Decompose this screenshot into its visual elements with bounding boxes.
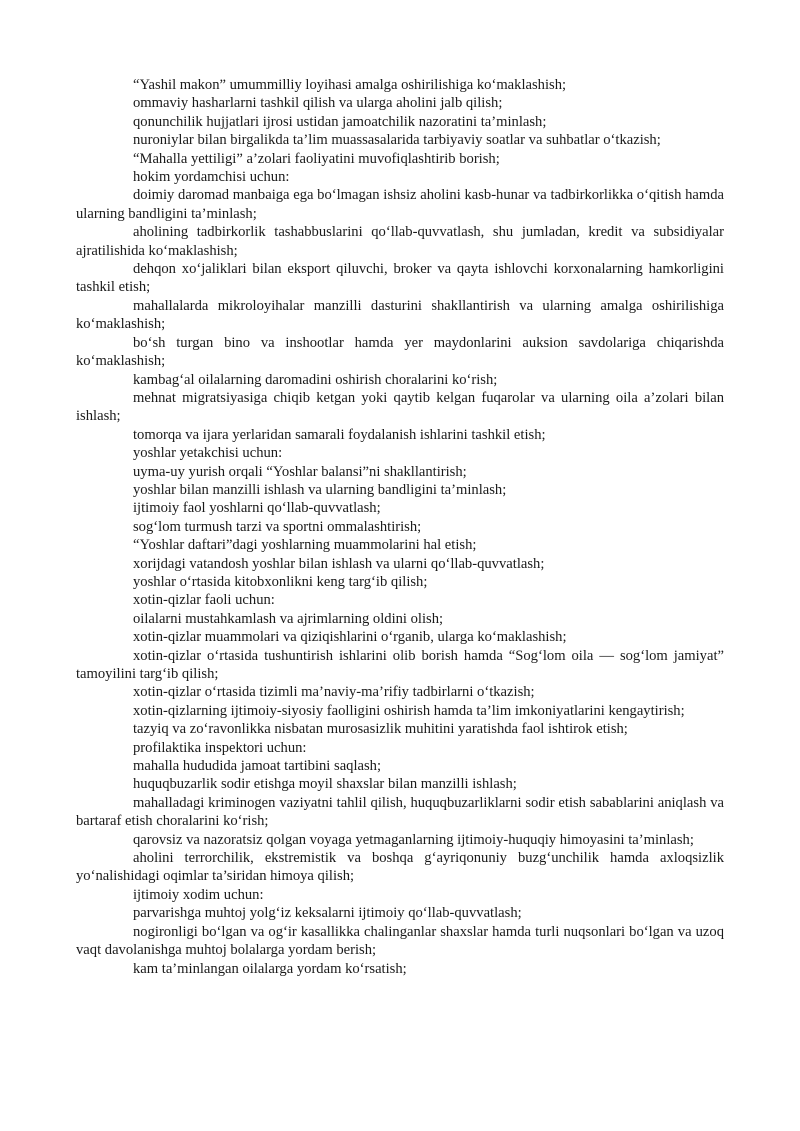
section-heading: hokim yordamchisi uchun: <box>133 169 290 186</box>
document-body <box>76 76 724 978</box>
paragraph: huquqbuzarlik sodir etishga moyil shaxslar bilan manzilli ishlash; <box>133 776 517 793</box>
paragraph: xorijdagi vatandosh yoshlar bilan ishlash va ularni qo‘llab-quvvatlash; <box>133 555 545 572</box>
paragraph: ijtimoiy faol yoshlarni qo‘llab-quvvatlash; <box>133 500 381 517</box>
section-heading: ijtimoiy xodim uchun: <box>133 886 264 903</box>
paragraph: mahallalarda mikroloyihalar manzilli dasturini shakllantirish va ularning amalga oshirilishiga ko‘maklashish; <box>76 297 724 333</box>
paragraph: parvarishga muhtoj yolg‘iz keksalarni ijtimoiy qo‘llab-quvvatlash; <box>133 905 522 922</box>
paragraph: doimiy daromad manbaiga ega bo‘lmagan ishsiz aholini kasb-hunar va tadbirkorlikka o‘qitish hamda ularning bandligini ta’minlash; <box>76 187 724 222</box>
paragraph: mehnat migratsiyasiga chiqib ketgan yoki qaytib kelgan fuqarolar va ularning oila a’zolari bilan ishlash; <box>76 389 724 425</box>
paragraph: tomorqa va ijara yerlaridan samarali foydalanish ishlarini tashkil etish; <box>133 426 546 443</box>
paragraph: oilalarni mustahkamlash va ajrimlarning oldini olish; <box>133 610 444 627</box>
paragraph: tazyiq va zo‘ravonlikka nisbatan murosasizlik muhitini yaratishda faol ishtirok etish; <box>133 721 628 738</box>
paragraph: mahalladagi kriminogen vaziyatni tahlil qilish, huquqbuzarliklarni sodir etish sabablarini aniqlash va bartaraf etish choralarini ko‘rish; <box>76 794 724 830</box>
paragraph: xotin-qizlarning ijtimoiy-siyosiy faolligini oshirish hamda ta’lim imkoniyatlarini kengaytirish; <box>133 702 685 719</box>
paragraph: uyma-uy yurish orqali “Yoshlar balansi”ni shakllantirish; <box>133 463 467 480</box>
paragraph: qonunchilik hujjatlari ijrosi ustidan jamoatchilik nazoratini ta’minlash; <box>133 113 547 130</box>
paragraph: “Yashil makon” umummilliy loyihasi amalga oshirilishiga ko‘maklashish; <box>133 77 567 93</box>
paragraph: qarovsiz va nazoratsiz qolgan voyaga yetmaganlarning ijtimoiy-huquqiy himoyasini ta’minlash; <box>133 831 694 848</box>
section-heading: profilaktika inspektori uchun: <box>133 739 307 756</box>
paragraph: kam ta’minlangan oilalarga yordam ko‘rsatish; <box>133 960 407 977</box>
paragraph: bo‘sh turgan bino va inshootlar hamda yer maydonlarini auksion savdolariga chiqarishda ko‘maklashish; <box>76 334 724 370</box>
paragraph: “Yoshlar daftari”dagi yoshlarning muammolarini hal etish; <box>133 537 477 554</box>
paragraph: yoshlar o‘rtasida kitobxonlikni keng targ‘ib qilish; <box>133 573 428 590</box>
paragraph: aholini terrorchilik, ekstremistik va boshqa g‘ayriqonuniy buzg‘unchilik hamda axloqsizlik yo‘nalishidagi oqimlar ta’siridan himoya qilish; <box>76 850 724 885</box>
paragraph: nuroniylar bilan birgalikda ta’lim muassasalarida tarbiyaviy soatlar va suhbatlar o‘tkazish; <box>133 132 661 149</box>
paragraph: aholining tadbirkorlik tashabbuslarini qo‘llab-quvvatlash, shu jumladan, kredit va subsidiyalar ajratilishida ko‘maklashish; <box>76 224 724 259</box>
paragraph: “Mahalla yettiligi” a’zolari faoliyatini muvofiqlashtirib borish; <box>133 150 500 167</box>
section-heading: yoshlar yetakchisi uchun: <box>133 445 283 462</box>
paragraph: sog‘lom turmush tarzi va sportni ommalashtirish; <box>133 518 422 535</box>
paragraph: kambag‘al oilalarning daromadini oshirish choralarini ko‘rish; <box>133 371 498 388</box>
paragraph: xotin-qizlar muammolari va qiziqishlarini o‘rganib, ularga ko‘maklashish; <box>133 629 567 646</box>
section-heading: xotin-qizlar faoli uchun: <box>133 592 275 609</box>
paragraph: nogironligi bo‘lgan va og‘ir kasallikka chalinganlar shaxslar hamda turli nuqsonlari bo‘lgan va uzoq vaqt davolanishga muhtoj bolalarga yordam berish; <box>76 923 724 959</box>
paragraph: yoshlar bilan manzilli ishlash va ularning bandligini ta’minlash; <box>133 481 507 498</box>
paragraph: xotin-qizlar o‘rtasida tushuntirish ishlarini olib borish hamda “Sog‘lom oila — sog‘lom jamiyat” tamoyilini targ‘ib qilish; <box>76 647 724 682</box>
paragraph: ommaviy hasharlarni tashkil qilish va ularga aholini jalb qilish; <box>133 95 503 112</box>
paragraph: mahalla hududida jamoat tartibini saqlash; <box>133 758 382 775</box>
paragraph: xotin-qizlar o‘rtasida tizimli ma’naviy-ma’rifiy tadbirlarni o‘tkazish; <box>133 684 535 701</box>
paragraph: dehqon xo‘jaliklari bilan eksport qiluvchi, broker va qayta ishlovchi korxonalarning hamkorligini tashkil etish; <box>76 261 724 296</box>
